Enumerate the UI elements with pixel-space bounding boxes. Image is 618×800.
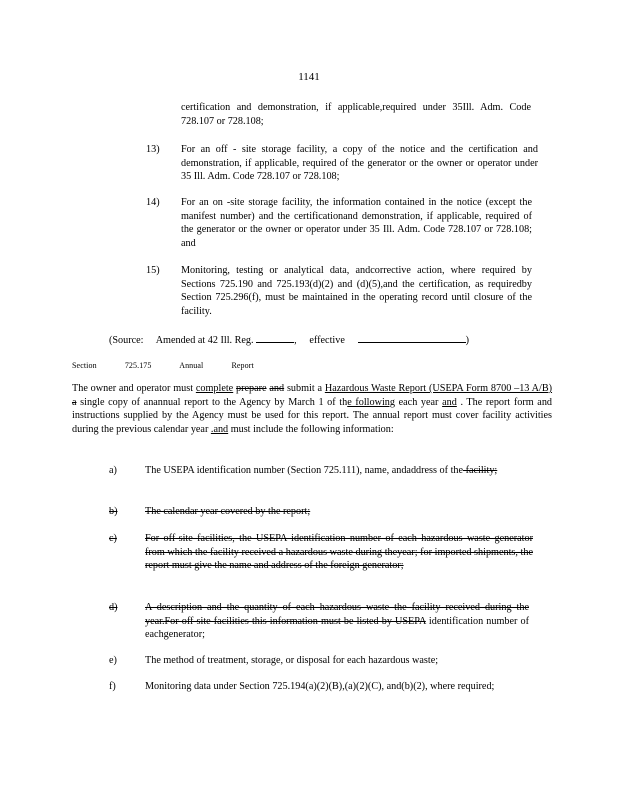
deleted-prepare: prepare xyxy=(236,383,267,394)
source-blank-effective xyxy=(358,332,466,343)
section-heading xyxy=(72,359,280,373)
body-text-2: submit a xyxy=(284,383,325,394)
item-14-label: 14) xyxy=(146,197,160,208)
item-c-label: c) xyxy=(109,533,117,544)
item-a-label: a) xyxy=(109,465,117,476)
item-d-text xyxy=(145,601,529,642)
item-f-label: f) xyxy=(109,681,116,692)
item-c-text: For off-site facilities, the USEPA identification number of each hazardous waste generator from which the facility received a hazardous waste during theyear; for imported shipments, the report must give the name and address of the foreign generator; xyxy=(145,533,533,572)
item-a-struck: facility; xyxy=(463,465,498,476)
source-note xyxy=(109,332,469,348)
item-d-plain: identification number of eachgenerator; xyxy=(145,615,529,641)
deleted-and: and xyxy=(269,383,285,394)
section-title: Annual xyxy=(179,361,204,370)
inserted-and: and xyxy=(442,396,457,408)
item-a-plain: The USEPA identification number (Section 725.111), name, andaddress of the xyxy=(145,465,464,476)
body-text-1: The owner and operator must xyxy=(72,383,196,394)
item-15-label: 15) xyxy=(146,265,160,276)
section-title-2: Report xyxy=(231,361,254,370)
body-text-3: single copy of anannual report to the Agency by March 1 of th xyxy=(76,396,348,408)
item-e-label: e) xyxy=(109,655,117,666)
section-number: 725.175 xyxy=(124,361,152,370)
source-effective: effective xyxy=(309,335,345,346)
item-e-text: The method of treatment, storage, or disposal for each hazardous waste; xyxy=(145,655,439,666)
item-14-text: For an on -site storage facility, the information contained in the notice (except the manifest number) and the certificationand demonstration, if applicable, required of the generator or the owner or operator under 35 Ill. Adm. Code 728.107 or 728.108; and xyxy=(181,197,532,249)
inserted-and-end: .and xyxy=(210,423,229,435)
inserted-complete: complete xyxy=(195,383,234,394)
source-comma: , xyxy=(294,335,297,346)
inserted-hazardous-waste-report: Hazardous Waste Report (USEPA Form 8700 –13 A/B) xyxy=(324,383,553,394)
continued-text: certification and demonstration, if applicable,required under 35Ill. Adm. Code 728.107 or 728.108; xyxy=(181,102,531,127)
section-label: Section xyxy=(72,361,97,370)
source-amended: Amended at 42 Ill. Reg. xyxy=(155,335,254,346)
item-f-text: Monitoring data under Section 725.194(a)(2)(B),(a)(2)(C), and(b)(2), where required; xyxy=(145,681,495,692)
item-15-text: Monitoring, testing or analytical data, andcorrective action, where required by Sections 725.190 and 725.193(d)(2) and (d)(5),and the certification, as requiredby Section 725.296(f), must be maintained in the operating record until closure of the facility. xyxy=(181,265,532,317)
body-text-6: must include the following information: xyxy=(228,423,394,435)
item-a-text xyxy=(145,464,523,478)
body-text-4: each year xyxy=(395,396,443,408)
body-text-5: . The report form and instructions supplied by the Agency must be used for this report. The annual report must cover facility activities during the previous calendar year xyxy=(72,396,553,435)
source-blank-reg xyxy=(256,332,294,343)
deleted-a: a xyxy=(72,396,77,408)
item-b-text: The calendar year covered by the report; xyxy=(145,506,311,517)
item-b-label: b) xyxy=(109,506,118,517)
inserted-following: e following xyxy=(347,396,395,408)
source-prefix: (Source: xyxy=(109,335,144,346)
item-d-struck: A description and the quantity of each hazardous waste the facility received during the year.For off site facilities this information must be listed by USEPA xyxy=(145,602,529,627)
item-13-label: 13) xyxy=(146,144,160,155)
source-suffix: ) xyxy=(465,335,469,346)
item-13-text: For an off - site storage facility, a copy of the notice and the certification and demonstration, if applicable, required of the generator or the owner or operator under 35 Ill. Adm. Code 728.107 or 728.108; xyxy=(181,144,538,183)
body-paragraph xyxy=(72,382,552,436)
item-d-label: d) xyxy=(109,602,118,613)
page-number: 1141 xyxy=(298,71,320,83)
